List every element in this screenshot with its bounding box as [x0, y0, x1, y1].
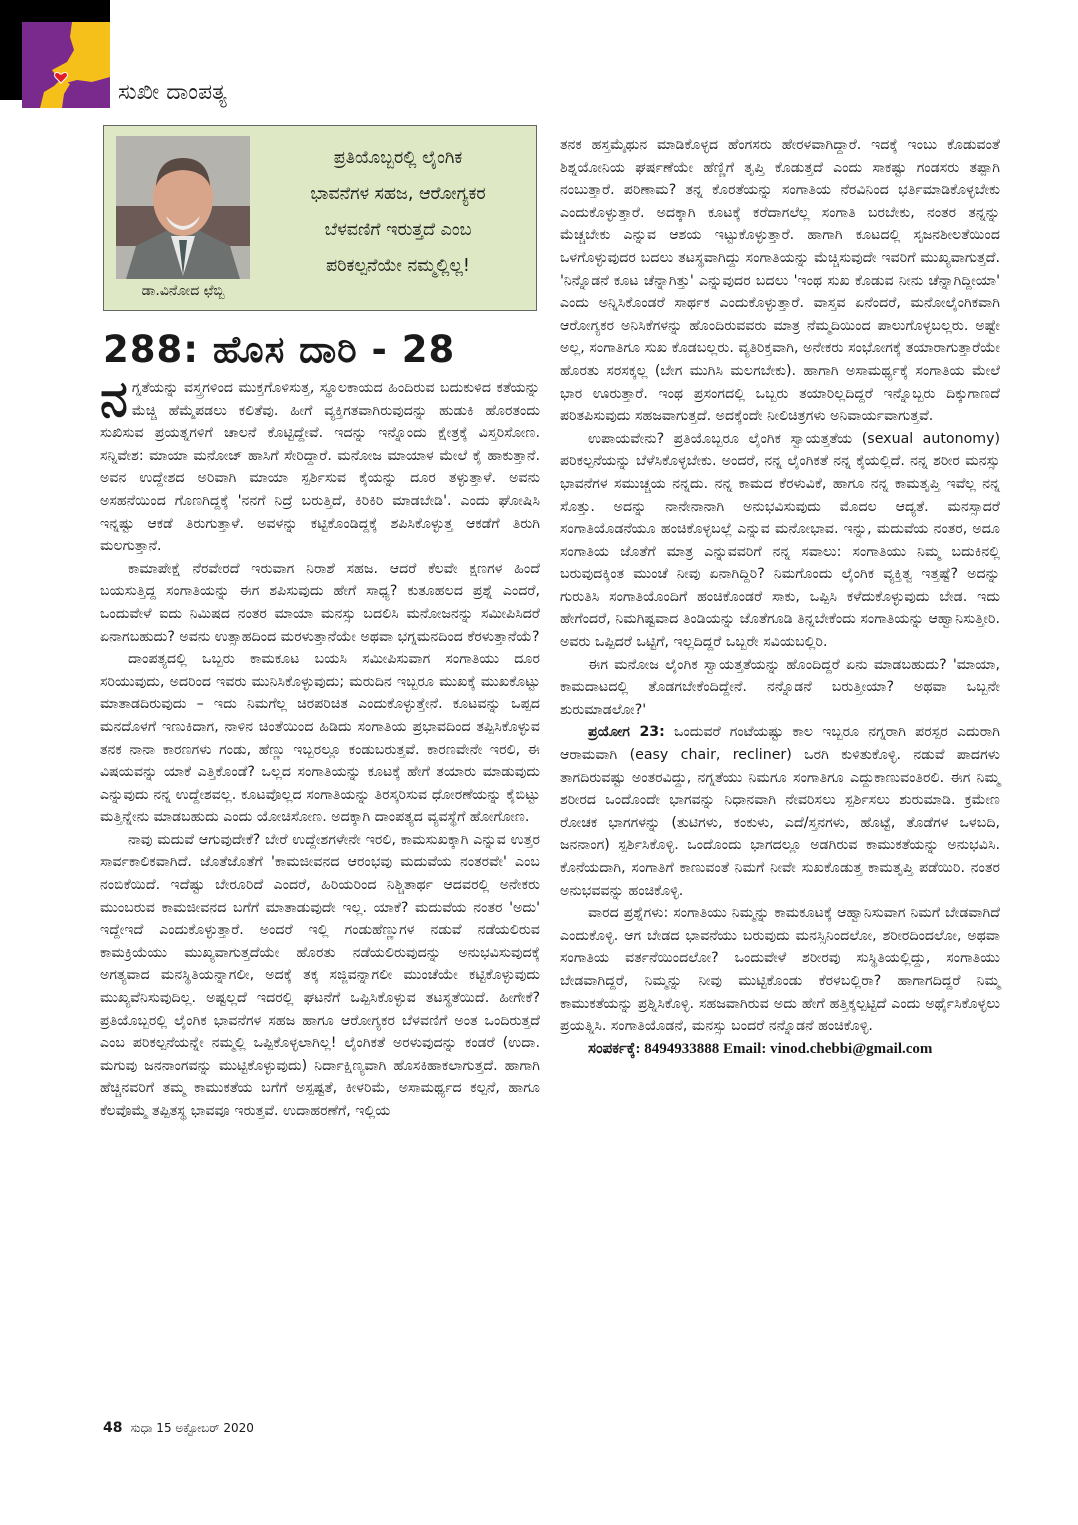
drop-cap: ನ [100, 370, 128, 428]
quote-line: ಭಾವನೆಗಳ ಸಹಜ, ಆರೋಗ್ಯಕರ [310, 184, 486, 204]
pull-quote-box [103, 125, 537, 311]
article-paragraph: ನಾವು ಮದುವೆ ಆಗುವುದೇಕೆ? ಬೇರೆ ಉದ್ದೇಶಗಳೇನೇ ಇರಲಿ, ಕಾಮಸುಖಕ್ಕಾಗಿ ಎನ್ನುವ ಉತ್ತರ ಸಾರ್ವಕಾಲಿಕವಾಗಿದೆ. ಜೊತೆಜೊತೆಗೆ 'ಕಾಮಜೀವನದ ಆರಂಭವು ಮದುವೆಯ ನಂತರವೇ' ಎಂಬ ನಂಬಿಕೆಯಿದೆ. ಇದೆಷ್ಟು ಬೇರೂರಿದೆ ಎಂದರೆ, ಹಿರಿಯರಿಂದ ನಿಶ್ಚಿತಾರ್ಥ ಆದವರಲ್ಲಿ ಅನೇಕರು ಮುಂಬರುವ ಕಾಮಜೀವನದ ಬಗೆಗೆ ಮಾತಾಡುವುದೇ ಇಲ್ಲ. ಯಾಕೆ? ಮದುವೆಯ ನಂತರ 'ಅದು' ಇದ್ದೇಇದೆ ಎಂದುಕೊಳ್ಳುತ್ತಾರೆ. ಅಂದರೆ ಇಲ್ಲಿ ಗಂಡುಹೆಣ್ಣುಗಳ ನಡುವೆ ನಡೆಯಲಿರುವ ಕಾಮಕ್ರಿಯೆಯು ಮುಖ್ಯವಾಗುತ್ತದೆಯೇ ಹೊರತು ನಡೆಯಲಿರುವುದನ್ನು ಅನುಭವಿಸುವುದಕ್ಕೆ ಅಗತ್ಯವಾದ ಮನಸ್ಥಿತಿಯನ್ನಾಗಲೀ, ಅದಕ್ಕೆ ತಕ್ಕ ಸಜ್ಜಿವನ್ನಾಗಲೀ ಮುಂಚೆಯೇ ಕಟ್ಟಿಕೊಳ್ಳುವುದು ಮುಖ್ಯವೆನಿಸುವುದಿಲ್ಲ. ಅಷ್ಟಲ್ಲದೆ ಇದರಲ್ಲಿ ಘಟನೆಗೆ ಒಪ್ಪಿಸಿಕೊಳ್ಳುವ ತಟಸ್ಥತೆಯಿದೆ. ಹೀಗೇಕೆ? ಪ್ರತಿಯೊಬ್ಬರಲ್ಲಿ ಲೈಂಗಿಕ ಭಾವನೆಗಳ ಸಹಜ ಹಾಗೂ ಆರೋಗ್ಯಕರ ಬೆಳವಣಿಗೆ ಅಂತ ಒಂದಿರುತ್ತದೆ ಎಂಬ ಪರಿಕಲ್ಪನೆಯನ್ನೇ ನಮ್ಮಲ್ಲಿ ಒಪ್ಪಿಕೊಳ್ಳಲಾಗಿಲ್ಲ! ಲೈಂಗಿಕತೆ ಅರಳುವುದನ್ನು ಕಂಡರೆ (ಉದಾ. ಮಗುವು ಜನನಾಂಗವನ್ನು ಮುಟ್ಟಿಕೊಳ್ಳುವುದು) ನಿರ್ದಾಕ್ಷಿಣ್ಯವಾಗಿ ಹೊಸಕಿಹಾಕಲಾಗುತ್ತದೆ. ಹಾಗಾಗಿ ಹೆಚ್ಚಿನವರಿಗೆ ತಮ್ಮ ಕಾಮುಕತೆಯ ಬಗೆಗೆ ಅಸ್ಪಷ್ಟತೆ, ಕೀಳರಿಮೆ, ಅಸಾಮರ್ಥ್ಯದ ಕಲ್ಪನೆ, ಹಾಗೂ ಕೆಲವೊಮ್ಮೆ ತಪ್ಪಿತಸ್ಥ ಭಾವವೂ ಇರುತ್ತವೆ. ಉದಾಹರಣೆಗೆ, ಇಲ್ಲಿಯ [100, 831, 540, 1119]
exercise-text: ಒಂದುವರೆ ಗಂಟೆಯಷ್ಟು ಕಾಲ ಇಬ್ಬರೂ ನಗ್ನರಾಗಿ ಪರಸ್ಪರ ಎದುರಾಗಿ ಆರಾಮವಾಗಿ (easy chair, recliner) ಒರಗಿ ಕುಳಿತುಕೊಳ್ಳಿ. ನಡುವೆ ಪಾದಗಳು ತಾಗದಿರುವಷ್ಟು ಅಂತರವಿದ್ದು, ನಗ್ನತೆಯು ನಿಮಗೂ ಸಂಗಾತಿಗೂ ಎದ್ದುಕಾಣುವಂತಿರಲಿ. ಈಗ ನಿಮ್ಮ ಶರೀರದ ಒಂದೊಂದೇ ಭಾಗವನ್ನು ನಿಧಾನವಾಗಿ ನೇವರಿಸಲು ಸ್ಪರ್ಶಿಸಲು ಶುರುಮಾಡಿ. ಕ್ರಮೇಣ ರೋಚಕ ಭಾಗಗಳನ್ನು (ತುಟಿಗಳು, ಕಂಕುಳು, ಎದೆ/ಸ್ತನಗಳು, ಹೊಟ್ಟೆ, ತೊಡೆಗಳ ಒಳಬದಿ, ಜನನಾಂಗ) ಸ್ಪರ್ಶಿಸಿಕೊಳ್ಳಿ. ಒಂದೊಂದು ಭಾಗದಲ್ಲೂ ಅಡಗಿರುವ ಕಾಮುಕತೆಯನ್ನು ಅನುಭವಿಸಿ. ಕೊನೆಯದಾಗಿ, ಸಂಗಾತಿಗೆ ಕಾಣುವಂತೆ ನಿಮಗೆ ನೀವೇ ಸುಖಕೊಡುತ್ತ ಕಾಮತೃಪ್ತಿ ಪಡೆಯಿರಿ. ನಂತರ ಅನುಭವವನ್ನು ಹಂಚಿಕೊಳ್ಳಿ. [560, 724, 1001, 899]
weekly-questions: ವಾರದ ಪ್ರಶ್ನೆಗಳು: ಸಂಗಾತಿಯು ನಿಮ್ಮನ್ನು ಕಾಮಕೂಟಕ್ಕೆ ಆಹ್ವಾನಿಸುವಾಗ ನಿಮಗೆ ಬೇಡವಾಗಿದೆ ಎಂದುಕೊಳ್ಳಿ. ಆಗ ಬೇಡದ ಭಾವನೆಯು ಬರುವುದು ಮನಸ್ಸಿನಿಂದಲೋ, ಶರೀರದಿಂದಲೋ, ಅಥವಾ ಸಂಗಾತಿಯ ವರ್ತನೆಯಿಂದಲೋ? ಒಂದುವೇಳೆ ಶರೀರವು ಸುಸ್ಥಿತಿಯಲ್ಲಿದ್ದು, ಸಂಗಾತಿಯು ಬೇಡವಾಗಿದ್ದರೆ, ನಿಮ್ಮನ್ನು ನೀವು ಮುಟ್ಟಿಕೊಂಡು ಕೆರಳಬಲ್ಲಿರಾ? ಹಾಗಾಗದಿದ್ದರೆ ನಿಮ್ಮ ಕಾಮುಕತೆಯನ್ನು ಪ್ರಶ್ನಿಸಿಕೊಳ್ಳಿ. ಸಹಜವಾಗಿರುವ ಅದು ಹೇಗೆ ಹತ್ತಿಕ್ಕಲ್ಪಟ್ಟಿದೆ ಎಂದು ಅರ್ಥೈಸಿಕೊಳ್ಳಲು ಪ್ರಯತ್ನಿಸಿ. ಸಂಗಾತಿಯೊಡನೆ, ಮನಸ್ಸು ಬಂದರೆ ನನ್ನೊಡನೆ ಹಂಚಿಕೊಳ್ಳಿ. [560, 905, 1000, 1035]
author-photo [116, 136, 250, 279]
article-column-left [100, 370, 540, 1123]
page-footer [103, 1420, 254, 1436]
paragraph-text: ಗ್ನತೆಯನ್ನು ವಸ್ತ್ರಗಳಿಂದ ಮುಕ್ತಗೊಳಿಸುತ್ತ, ಸ್ಥೂಲಕಾಯದ ಹಿಂದಿರುವ ಬದುಕುಳಿದ ಕತೆಯನ್ನು ಮೆಚ್ಚಿ ಹೆಮ್ಮೆಪಡಲು ಕಲಿತೆವು. ಹೀಗೆ ವ್ಯಕ್ತಿಗತವಾಗಿರುವುದನ್ನು ಹುಡುಕಿ ಹೊರತಂದು ಸುಖಿಸುವ ಪ್ರಯತ್ನಗಳಿಗೆ ಚಾಲನೆ ಕೊಟ್ಟಿದ್ದೇವೆ. ಇದನ್ನು ಇನ್ನೊಂದು ಕ್ಷೇತ್ರಕ್ಕೆ ವಿಸ್ತರಿಸೋಣ. ಸನ್ನಿವೇಶ: ಮಾಯಾ ಮನೋಜ್ ಹಾಸಿಗೆ ಸೇರಿದ್ದಾರೆ. ಮನೋಜ ಮಾಯಾಳ ಮೇಲೆ ಕೈ ಹಾಕುತ್ತಾನೆ. ಅವನ ಉದ್ದೇಶದ ಅರಿವಾಗಿ ಮಾಯಾ ಸ್ಪರ್ಶಿಸುವ ಕೈಯನ್ನು ದೂರ ತಳ್ಳುತ್ತಾಳೆ. ಅವನು ಅಸಹನೆಯಿಂದ ಗೊಣಗಿದ್ದಕ್ಕೆ 'ನನಗೆ ನಿದ್ರೆ ಬರುತ್ತಿದೆ, ಕಿರಿಕಿರಿ ಮಾಡಬೇಡಿ'. ಎಂದು ಘೋಷಿಸಿ ಇನ್ನಷ್ಟು ಆಕಡೆ ತಿರುಗುತ್ತಾಳೆ. ಅವಳನ್ನು ಕಟ್ಟಿಕೊಂಡಿದ್ದಕ್ಕೆ ಶಪಿಸಿಕೊಳ್ಳುತ್ತ ಆಕಡೆಗೆ ತಿರುಗಿ ಮಲಗುತ್ತಾನೆ. [100, 380, 540, 555]
article-paragraph: ತನಕ ಹಸ್ತಮೈಥುನ ಮಾಡಿಕೊಳ್ಳದ ಹೆಂಗಸರು ಹೇರಳವಾಗಿದ್ದಾರೆ. ಇದಕ್ಕೆ ಇಂಬು ಕೊಡುವಂತೆ ಶಿಶ್ನಯೋನಿಯ ಘರ್ಷಣೆಯೇ ಹೆಣ್ಣಿಗೆ ತೃಪ್ತಿ ಕೊಡುತ್ತದೆ ಎಂದು ಸಾಕಷ್ಟು ಗಂಡಸರು ತಪ್ಪಾಗಿ ನಂಬುತ್ತಾರೆ. ಪರಿಣಾಮ? ತನ್ನ ಕೊರತೆಯನ್ನು ಸಂಗಾತಿಯ ನೆರವಿನಿಂದ ಭರ್ತಿಮಾಡಿಕೊಳ್ಳಬೇಕು ಎಂದುಕೊಳ್ಳುತ್ತಾರೆ. ಅದಕ್ಕಾಗಿ ಕೂಟಕ್ಕೆ ಕರೆದಾಗಲೆಲ್ಲ ಸಂಗಾತಿ ಬರಬೇಕು, ನಂತರ ತನ್ನನ್ನು ಮೆಚ್ಚಬೇಕು ಎನ್ನುವ ಆಶಯ ಇಟ್ಟುಕೊಳ್ಳುತ್ತಾರೆ. ಹಾಗಾಗಿ ಕೂಟದಲ್ಲಿ ಸೃಜನಶೀಲತೆಯಿಂದ ಒಳಗೊಳ್ಳುವುದರ ಬದಲು ತಟಸ್ಥವಾಗಿದ್ದು ಸಂಗಾತಿಯನ್ನು ಮೆಚ್ಚಿಸುವುದೇ ಇವರಿಗೆ ಮುಖ್ಯವಾಗುತ್ತದೆ. 'ನಿನ್ನೊಡನೆ ಕೂಟ ಚೆನ್ನಾಗಿತ್ತು' ಎನ್ನುವುದರ ಬದಲು 'ಇಂಥ ಸುಖ ಕೊಡುವ ನೀನು ಚೆನ್ನಾಗಿದ್ದೀಯಾ' ಎಂದು ಅನ್ನಿಸಿಕೊಂಡರೆ ಸಾರ್ಥಕ ಎಂದುಕೊಳ್ಳುತ್ತಾರೆ. ವಾಸ್ತವ ಏನೆಂದರೆ, ಮನೋಲೈಂಗಿಕವಾಗಿ ಆರೋಗ್ಯಕರ ಅನಿಸಿಕೆಗಳನ್ನು ಹೊಂದಿರುವವರು ಮಾತ್ರ ನೆಮ್ಮದಿಯಿಂದ ಪಾಲುಗೊಳ್ಳಬಲ್ಲರು. ಅಷ್ಟೇ ಅಲ್ಲ, ಸಂಗಾತಿಗೂ ಸುಖ ಕೊಡಬಲ್ಲರು. ವ್ಯತಿರಿಕ್ತವಾಗಿ, ಅನೇಕರು ಸಂಭೋಗಕ್ಕೆ ತಯಾರಾಗುತ್ತಾರೆಯೇ ಹೊರತು ಸರಸಕ್ಕಲ್ಲ (ಬೇಗ ಮುಗಿಸಿ ಮಲಗಬೇಕು). ಹಾಗಾಗಿ ಅಸಾಮರ್ಥ್ಯಕ್ಕೆ ಸಂಗಾತಿಯ ಮೇಲೆ ಭಾರ ಊರುತ್ತಾರೆ. ಇಂಥ ಪ್ರಸಂಗದಲ್ಲಿ ಒಬ್ಬರು ತಯಾರಿಲ್ಲದಿದ್ದರೆ ಇನ್ನೊಬ್ಬರು ದಿಕ್ಕುಗಾಣದೆ ಪರಿತಪಿಸುವುದು ಸಹಜವಾಗುತ್ತದೆ. ಅದಕ್ಕೆಂದೇ ನೀಲಿಚಿತ್ರಗಳು ಅನಿವಾರ್ಯವಾಗುತ್ತವೆ. [560, 137, 1000, 425]
section-title: ಸುಖೀ ದಾಂಪತ್ಯ [118, 80, 227, 105]
contact-info: ಸಂಪರ್ಕಕ್ಕೆ: 8494933888 Email: vinod.chebbi@gmail.com [588, 1040, 933, 1057]
article-paragraph [100, 370, 540, 558]
article-column-right [560, 134, 1000, 1060]
quote-line: ಬೆಳವಣಿಗೆ ಇರುತ್ತದೆ ಎಂಬ [324, 220, 472, 240]
pull-quote [264, 140, 532, 284]
article-paragraph: ದಾಂಪತ್ಯದಲ್ಲಿ ಒಬ್ಬರು ಕಾಮಕೂಟ ಬಯಸಿ ಸಮೀಪಿಸುವಾಗ ಸಂಗಾತಿಯು ದೂರ ಸರಿಯುವುದು, ಅದರಿಂದ ಇವರು ಮುನಿಸಿಕೊಳ್ಳುವುದು; ಮರುದಿನ ಇಬ್ಬರೂ ಮುಖಕ್ಕೆ ಮುಖಕೊಟ್ಟು ಮಾತಾಡದಿರುವುದು – ಇದು ನಿಮಗೆಲ್ಲ ಚಿರಪರಿಚಿತ ಎಂದುಕೊಳ್ಳುತ್ತೇನೆ. ಕೂಟವನ್ನು ಒಪ್ಪದ ಮನದೊಳಗೆ ಇಣುಕಿದಾಗ, ನಾಳಿನ ಚಿಂತೆಯಿಂದ ಹಿಡಿದು ಸಂಗಾತಿಯ ಪ್ರಭಾವದಿಂದ ತಪ್ಪಿಸಿಕೊಳ್ಳುವ ತನಕ ನಾನಾ ಕಾರಣಗಳು ಗಂಡು, ಹೆಣ್ಣು ಇಬ್ಬರಲ್ಲೂ ಕಂಡುಬರುತ್ತವೆ. ಕಾರಣವೇನೇ ಇರಲಿ, ಈ ವಿಷಯವನ್ನು ಯಾಕೆ ಎತ್ತಿಕೊಂಡೆ? ಒಲ್ಲದ ಸಂಗಾತಿಯನ್ನು ಕೂಟಕ್ಕೆ ಹೇಗೆ ತಯಾರು ಮಾಡುವುದು ಎನ್ನುವುದು ನನ್ನ ಉದ್ದೇಶವಲ್ಲ. ಕೂಟವೊಲ್ಲದ ಸಂಗಾತಿಯನ್ನು ತಿರಸ್ಕರಿಸುವ ಧೋರಣೆಯನ್ನು ಕೈಬಿಟ್ಟು ಮತ್ತಿನ್ನೇನು ಮಾಡಬಹುದು ಎಂದು ಯೋಚಿಸೋಣ. ಅದಕ್ಕಾಗಿ ದಾಂಪತ್ಯದ ವ್ಯವಸ್ಥೆಗೆ ಹೋಗೋಣ. [100, 651, 540, 826]
publication-date: ಸುಧಾ 15 ಅಕ್ಟೋಬರ್ 2020 [130, 1421, 254, 1435]
quote-line: ಪರಿಕಲ್ಪನೆಯೇ ನಮ್ಮಲ್ಲಿಲ್ಲ! [326, 256, 470, 276]
article-headline: 288: ಹೊಸ ದಾರಿ - 28 [103, 328, 456, 371]
exercise-label: ಪ್ರಯೋಗ 23: [588, 724, 665, 741]
author-name: ಡಾ.ವಿನೋದ ಛೆಬ್ಬಿ [141, 283, 225, 299]
article-paragraph: ಉಪಾಯವೇನು? ಪ್ರತಿಯೊಬ್ಬರೂ ಲೈಂಗಿಕ ಸ್ವಾಯತ್ತತೆಯ (sexual autonomy) ಪರಿಕಲ್ಪನೆಯನ್ನು ಬೆಳೆಸಿಕೊಳ್ಳಬೇಕು. ಅಂದರೆ, ನನ್ನ ಲೈಂಗಿಕತೆ ನನ್ನ ಕೈಯಲ್ಲಿದೆ. ನನ್ನ ಶರೀರ ಮನಸ್ಸು ಭಾವನೆಗಳ ಸಮುಚ್ಚಯ ನನ್ನದು. ನನ್ನ ಕಾಮದ ಕೆರಳುವಿಕೆ, ಹಾಗೂ ನನ್ನ ಕಾಮತೃಪ್ತಿ ಇವೆಲ್ಲ ನನ್ನ ಸೊತ್ತು. ಅದನ್ನು ನಾನೇನಾನಾಗಿ ಅನುಭವಿಸುವುದು ಮೊದಲ ಆದ್ಯತೆ. ಮನಸ್ಸಾದರೆ ಸಂಗಾತಿಯೊಡನೆಯೂ ಹಂಚಿಕೊಳ್ಳಬಲ್ಲೆ ಎನ್ನುವ ಮನೋಭಾವ. ಇನ್ನು, ಮದುವೆಯ ನಂತರ, ಅದೂ ಸಂಗಾತಿಯ ಜೊತೆಗೆ ಮಾತ್ರ ಎನ್ನುವವರಿಗೆ ನನ್ನ ಸವಾಲು: ಸಂಗಾತಿಯು ನಿಮ್ಮ ಬದುಕಿನಲ್ಲಿ ಬರುವುದಕ್ಕಿಂತ ಮುಂಚೆ ನೀವು ಏನಾಗಿದ್ದಿರಿ? ನಿಮಗೊಂದು ಲೈಂಗಿಕ ವ್ಯಕ್ತಿತ್ವ ಇತ್ತಷ್ಟೆ? ಅದನ್ನು ಗುರುತಿಸಿ ಸಂಗಾತಿಯೊಂದಿಗೆ ಹಂಚಿಕೊಂಡರೆ ಸಾಕು, ಒಪ್ಪಿಸಿ ಕಳೆದುಕೊಳ್ಳುವುದು ಬೇಡ. ಇದು ಹೇಗೆಂದರೆ, ನಿಮಗಿಷ್ಟವಾದ ತಿಂಡಿಯನ್ನು ಜೊತೆಗೂಡಿ ತಿನ್ನಬೇಕೆಂದು ಸಂಗಾತಿಯನ್ನು ಆಹ್ವಾನಿಸುತ್ತೀರಿ. ಅವರು ಒಪ್ಪಿದರೆ ಒಟ್ಟಿಗೆ, ಇಲ್ಲದಿದ್ದರೆ ಒಬ್ಬರೇ ಸವಿಯಬಲ್ಲಿರಿ. [560, 430, 1000, 651]
page-number: 48 [103, 1420, 123, 1436]
couple-heart-logo-icon [22, 22, 110, 108]
article-paragraph: ಈಗ ಮನೋಜ ಲೈಂಗಿಕ ಸ್ವಾಯತ್ತತೆಯನ್ನು ಹೊಂದಿದ್ದರೆ ಏನು ಮಾಡಬಹುದು? 'ಮಾಯಾ, ಕಾಮದಾಟದಲ್ಲಿ ತೊಡಗಬೇಕೆಂದಿದ್ದೇನೆ. ನನ್ನೊಡನೆ ಬರುತ್ತೀಯಾ? ಅಥವಾ ಒಬ್ಬನೇ ಶುರುಮಾಡಲೋ?' [560, 656, 1000, 718]
exercise-paragraph [560, 721, 1000, 902]
quote-line: ಪ್ರತಿಯೊಬ್ಬರಲ್ಲಿ ಲೈಂಗಿಕ [333, 148, 463, 168]
article-paragraph: ಕಾಮಾಪೇಕ್ಷೆ ನೆರವೇರದೆ ಇರುವಾಗ ನಿರಾಶೆ ಸಹಜ. ಆದರೆ ಕೆಲವೇ ಕ್ಷಣಗಳ ಹಿಂದೆ ಬಯಸುತ್ತಿದ್ದ ಸಂಗಾತಿಯನ್ನು ಈಗ ಶಪಿಸುವುದು ಹೇಗೆ ಸಾಧ್ಯ? ಕುತೂಹಲದ ಪ್ರಶ್ನೆ ಎಂದರೆ, ಒಂದುವೇಳೆ ಐದು ನಿಮಿಷದ ನಂತರ ಮಾಯಾ ಮನಸ್ಸು ಬದಲಿಸಿ ಮನೋಜನನ್ನು ಸಮೀಪಿಸಿದರೆ ಏನಾಗಬಹುದು? ಅವನು ಉತ್ಸಾಹದಿಂದ ಮರಳುತ್ತಾನೆಯೇ ಅಥವಾ ಭಗ್ನಮನದಿಂದ ಕೆರಳುತ್ತಾನೆಯೆ? [100, 560, 540, 645]
